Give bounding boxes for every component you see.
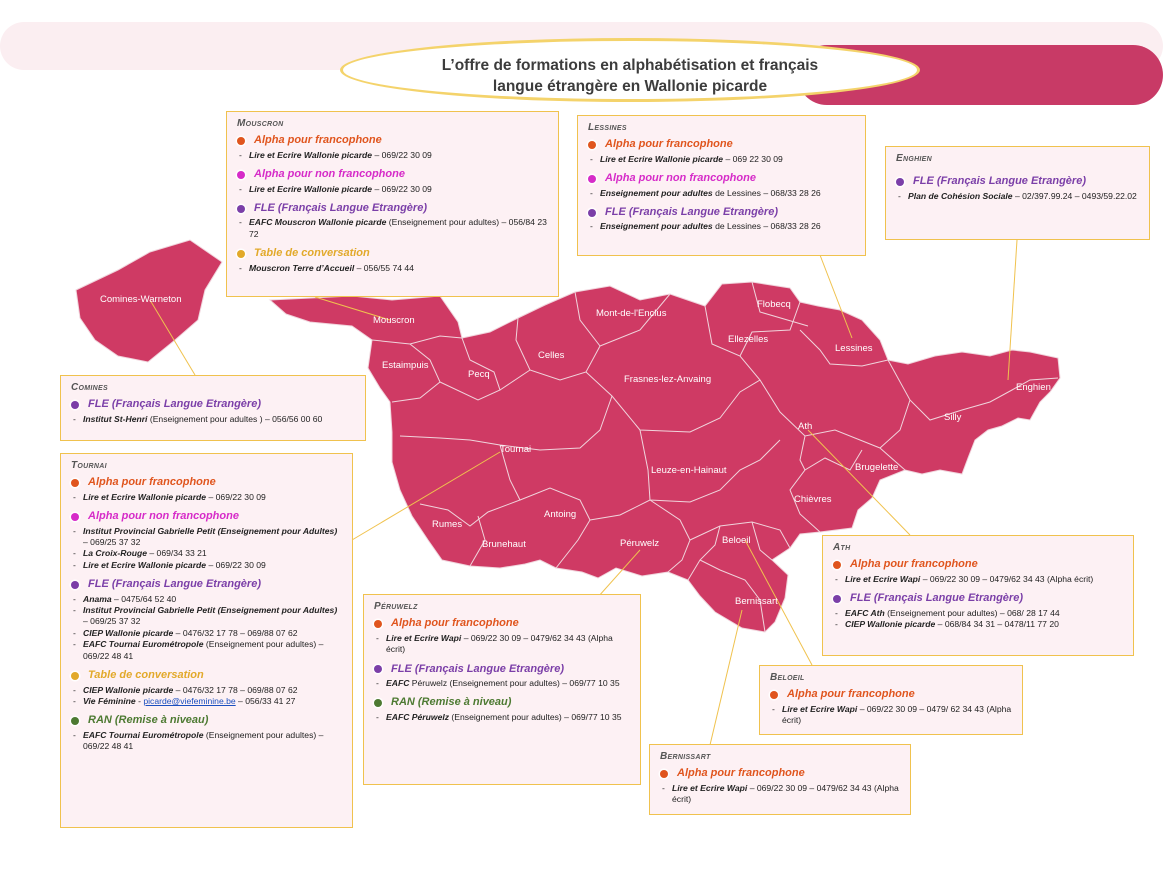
alpha-non-francophone-icon (588, 175, 596, 183)
fle-icon (833, 595, 841, 603)
list-item: - CIEP Wallonie picarde – 068/84 34 31 – 0478/11 77 20 (833, 619, 1123, 630)
ran-icon (71, 717, 79, 725)
town-label-brunehaut[interactable]: Brunehaut (482, 539, 526, 550)
fle-icon (237, 205, 245, 213)
box-title: Beloeil (770, 672, 805, 683)
section-label: Alpha pour francophone (88, 476, 216, 489)
fle-icon (374, 665, 382, 673)
town-label-beloeil[interactable]: Beloeil (722, 535, 751, 546)
list-item: - EAFC Tournai Eurométropole (Enseignement pour adultes) – 069/22 48 41 (71, 730, 342, 753)
fle-icon (896, 178, 904, 186)
town-label-rumes[interactable]: Rumes (432, 519, 463, 530)
section-label: Alpha pour non francophone (254, 168, 405, 181)
section-alpha-francophone (833, 559, 1123, 585)
section-table-conversation (71, 670, 342, 707)
section-alpha-non-francophone (588, 173, 855, 199)
info-box-beloeil (759, 665, 1023, 735)
box-title: Péruwelz (374, 601, 418, 612)
list-item: - Lire et Ecrire Wapi – 069/22 30 09 – 0479/ 62 34 43 (Alpha écrit) (770, 704, 1012, 727)
town-label-enghien[interactable]: Enghien (1016, 382, 1051, 393)
box-title: Ath (833, 542, 851, 553)
town-label-tournai[interactable]: Tournai (500, 444, 532, 455)
section-alpha-francophone (71, 477, 342, 503)
section-label: Alpha pour non francophone (88, 510, 239, 523)
alpha-non-francophone-icon (237, 171, 245, 179)
info-box-comines (60, 375, 366, 441)
section-alpha-non-francophone (237, 169, 548, 195)
list-item: - EAFC Tournai Eurométropole (Enseignement pour adultes) – 069/22 48 41 (71, 639, 342, 662)
section-fle (374, 664, 630, 690)
info-box-bernissart (649, 744, 911, 815)
info-box-ath (822, 535, 1134, 656)
list-item: - La Croix-Rouge – 069/34 33 21 (71, 548, 342, 559)
town-label-flobecq[interactable]: Flobecq (757, 299, 791, 310)
section-fle (833, 593, 1123, 630)
section-label: Alpha pour francophone (254, 134, 382, 147)
ran-icon (374, 699, 382, 707)
section-fle (237, 203, 548, 240)
section-fle (588, 207, 855, 233)
list-item: - Lire et Ecrire Wallonie picarde – 069/22 30 09 (71, 492, 342, 503)
list-item: - Lire et Ecrire Wapi – 069/22 30 09 – 0479/62 34 43 (Alpha écrit) (660, 783, 900, 806)
section-label: RAN (Remise à niveau) (88, 714, 209, 727)
section-alpha-francophone (660, 768, 900, 805)
alpha-francophone-icon (237, 137, 245, 145)
section-fle (896, 176, 1139, 202)
town-label-antoing[interactable]: Antoing (544, 509, 577, 520)
fle-icon (71, 581, 79, 589)
town-label-leuze[interactable]: Leuze-en-Hainaut (651, 465, 727, 476)
section-label: Table de conversation (254, 247, 370, 260)
box-title: Lessines (588, 122, 627, 133)
section-label: RAN (Remise à niveau) (391, 696, 512, 709)
section-label: FLE (Français Langue Etrangère) (88, 578, 261, 591)
section-label: Alpha pour non francophone (605, 172, 756, 185)
box-title: Mouscron (237, 118, 284, 129)
town-label-lessines[interactable]: Lessines (835, 343, 873, 354)
town-label-silly[interactable]: Silly (944, 412, 962, 423)
section-table-conversation (237, 248, 548, 274)
section-label: Table de conversation (88, 669, 204, 682)
list-item: - Institut St-Henri (Enseignement pour adultes ) – 056/56 00 60 (71, 414, 355, 425)
info-box-peruwelz (363, 594, 641, 785)
list-item: - Enseignement pour adultes de Lessines – 068/33 28 26 (588, 221, 855, 232)
alpha-francophone-icon (833, 561, 841, 569)
list-item: - Institut Provincial Gabrielle Petit (Enseignement pour Adultes) – 069/25 37 32 (71, 526, 342, 549)
list-item: - Enseignement pour adultes de Lessines – 068/33 28 26 (588, 188, 855, 199)
alpha-francophone-icon (374, 620, 382, 628)
section-ran (71, 715, 342, 752)
section-alpha-non-francophone (71, 511, 342, 571)
section-label: Alpha pour francophone (850, 558, 978, 571)
list-item: - Plan de Cohésion Sociale – 02/397.99.24 – 0493/59.22.02 (896, 191, 1139, 202)
list-item: - Vie Féminine - picarde@viefeminine.be – 056/33 41 27 (71, 696, 342, 707)
town-label-brugelette[interactable]: Brugelette (855, 462, 899, 473)
box-title: Tournai (71, 460, 107, 471)
list-item: - EAFC Ath (Enseignement pour adultes) – 068/ 28 17 44 (833, 608, 1123, 619)
box-title: Enghien (896, 153, 932, 164)
section-alpha-francophone (374, 618, 630, 655)
list-item: - CIEP Wallonie picarde – 0476/32 17 78 – 069/88 07 62 (71, 628, 342, 639)
list-item: - EAFC Péruwelz (Enseignement pour adultes) – 069/77 10 35 (374, 678, 630, 689)
list-item: - EAFC Mouscron Wallonie picarde (Enseignement pour adultes) – 056/84 23 72 (237, 217, 548, 240)
town-label-pecq[interactable]: Pecq (468, 369, 490, 380)
section-label: FLE (Français Langue Etrangère) (391, 662, 564, 675)
title-line-2: langue étrangère en Wallonie picarde (492, 78, 768, 95)
list-item: - Lire et Ecrire Wallonie picarde – 069/22 30 09 (71, 560, 342, 571)
alpha-francophone-icon (71, 479, 79, 487)
town-label-peruwelz[interactable]: Péruwelz (620, 538, 660, 549)
section-label: FLE (Français Langue Etrangère) (88, 398, 261, 411)
table-conversation-icon (71, 672, 79, 680)
section-label: Alpha pour francophone (677, 767, 805, 780)
section-label: Alpha pour francophone (391, 617, 519, 630)
town-label-bernissart[interactable]: Bernissart (735, 596, 778, 607)
section-label: FLE (Français Langue Etrangère) (605, 206, 778, 219)
list-item: - Lire et Ecrire Wallonie picarde – 069/22 30 09 (237, 184, 548, 195)
list-item: - CIEP Wallonie picarde – 0476/32 17 78 – 069/88 07 62 (71, 685, 342, 696)
list-item: - Lire et Ecrire Wallonie picarde – 069 22 30 09 (588, 154, 855, 165)
info-box-lessines (577, 115, 866, 256)
list-item: - EAFC Péruwelz (Enseignement pour adultes) – 069/77 10 35 (374, 712, 630, 723)
section-label: Alpha pour francophone (605, 138, 733, 151)
town-label-frasnes[interactable]: Frasnes-lez-Anvaing (624, 374, 712, 385)
box-title: Comines (71, 382, 108, 393)
info-box-enghien (885, 146, 1150, 240)
section-label: FLE (Français Langue Etrangère) (850, 592, 1023, 605)
list-item: - Lire et Ecrire Wapi – 069/22 30 09 – 0479/62 34 43 (Alpha écrit) (374, 633, 630, 656)
section-alpha-francophone (770, 689, 1012, 726)
section-alpha-francophone (237, 135, 548, 161)
section-fle (71, 579, 342, 662)
table-conversation-icon (237, 250, 245, 258)
email-link[interactable]: picarde@viefeminine.be (143, 695, 236, 706)
section-alpha-francophone (588, 139, 855, 165)
town-label-mont-de-lenclus[interactable]: Mont-de-l'Enclus (596, 308, 667, 319)
town-label-celles[interactable]: Celles (538, 350, 565, 361)
list-item: - Anama – 0475/64 52 40 (71, 594, 342, 605)
town-label-ellezelles[interactable]: Ellezelles (728, 334, 769, 345)
town-label-ath[interactable]: Ath (798, 421, 813, 432)
list-item: - Lire et Ecrire Wallonie picarde – 069/22 30 09 (237, 150, 548, 161)
section-label: FLE (Français Langue Etrangère) (254, 202, 427, 215)
alpha-francophone-icon (770, 691, 778, 699)
section-fle (71, 399, 355, 425)
alpha-non-francophone-icon (71, 513, 79, 521)
alpha-francophone-icon (660, 770, 668, 778)
section-label: Alpha pour francophone (787, 688, 915, 701)
town-label-mouscron[interactable]: Mouscron (373, 315, 415, 326)
town-label-estaimpuis[interactable]: Estaimpuis (382, 360, 429, 371)
title-line-1: L’offre de formations en alphabétisation et français (441, 57, 819, 74)
section-label: FLE (Français Langue Etrangère) (913, 175, 1086, 188)
section-ran (374, 697, 630, 723)
town-label-comines-warneton[interactable]: Comines-Warneton (100, 294, 182, 305)
fle-icon (71, 401, 79, 409)
box-title: Bernissart (660, 751, 711, 762)
info-box-tournai (60, 453, 353, 828)
alpha-francophone-icon (588, 141, 596, 149)
list-item: - Institut Provincial Gabrielle Petit (Enseignement pour Adultes) – 069/25 37 32 (71, 605, 342, 628)
town-label-chievres[interactable]: Chièvres (794, 494, 832, 505)
list-item: - Lire et Ecrire Wapi – 069/22 30 09 – 0479/62 34 43 (Alpha écrit) (833, 574, 1123, 585)
info-box-mouscron (226, 111, 559, 297)
fle-icon (588, 209, 596, 217)
list-item: - Mouscron Terre d’Accueil – 056/55 74 44 (237, 263, 548, 274)
